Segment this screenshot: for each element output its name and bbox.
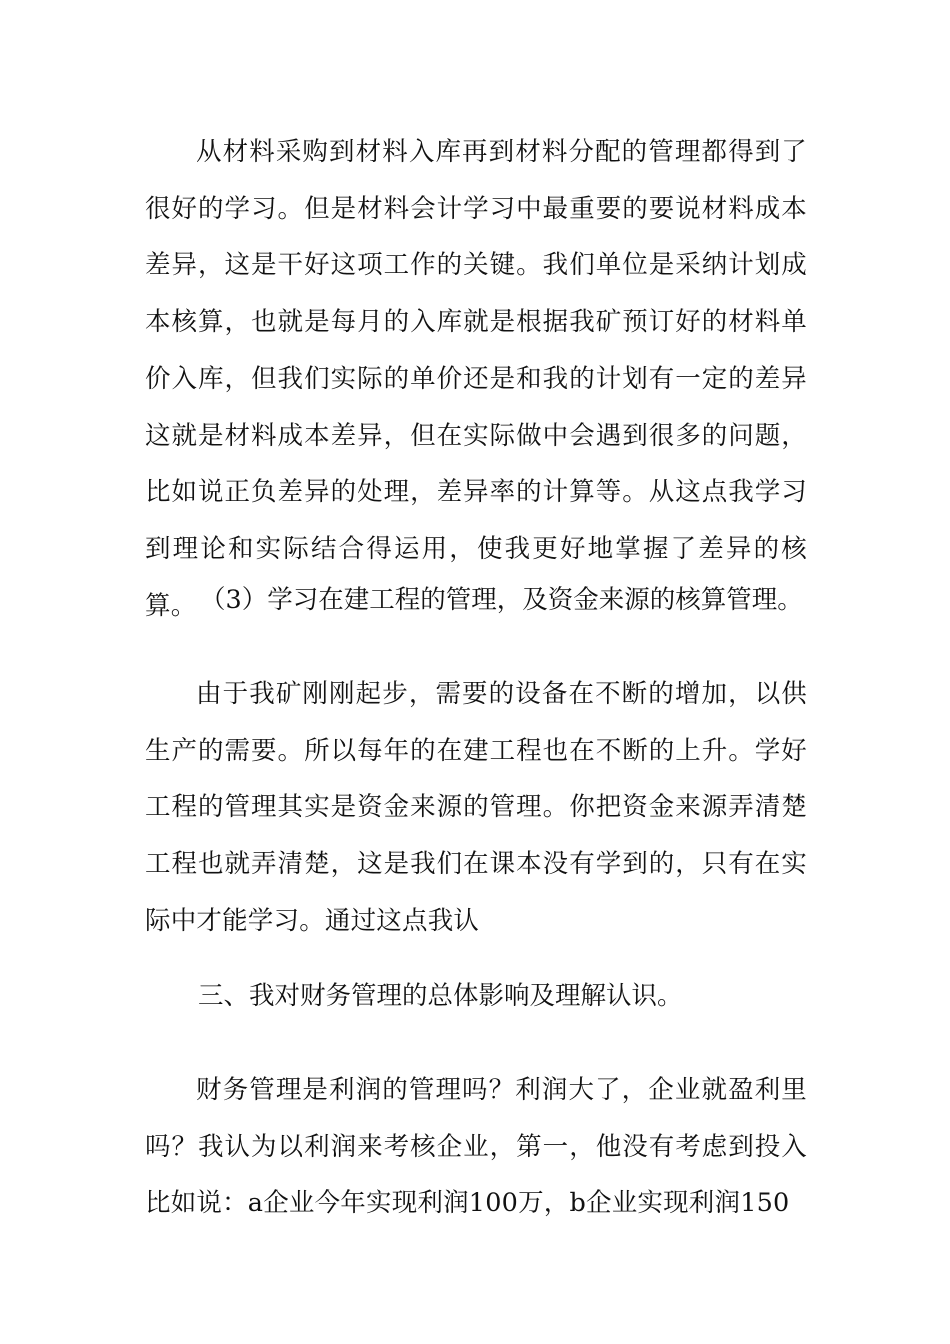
paragraph-profit-management: 财务管理是利润的管理吗？利润大了，企业就盈利里吗？我认为以利润来考核企业，第一，他没有考虑到投入比如说：a企业今年实现利润100万，b企业实现利润150 <box>145 1075 807 1219</box>
section-heading-financial-management: 三、我对财务管理的总体影响及理解认识。 <box>198 981 683 1011</box>
subheading-construction-management: （3）学习在建工程的管理，及资金来源的核算管理。 <box>200 585 803 615</box>
paragraph-construction-funding: 由于我矿刚刚起步，需要的设备在不断的增加，以供生产的需要。所以每年的在建工程也在不断的上升。学好工程的管理其实是资金来源的管理。你把资金来源弄清楚工程也就弄清楚，这是我们在课本没有学到的，只有在实际中才能学习。通过这点我认 <box>145 679 807 936</box>
paragraph-material-cost: 从材料采购到材料入库再到材料分配的管理都得到了很好的学习。但是材料会计学习中最重要的要说材料成本差异，这是干好这项工作的关键。我们单位是采纳计划成本核算，也就是每月的入库就是根据我矿预订好的材料单价入库，但我们实际的单价还是和我的计划有一定的差异这就是材料成本差异，但在实际做中会遇到很多的问题，比如说正负差异的处理，差异率的计算等。从这点我学习到理论和实际结合得运用，使我更好地掌握了差异的核算。 <box>145 137 807 621</box>
